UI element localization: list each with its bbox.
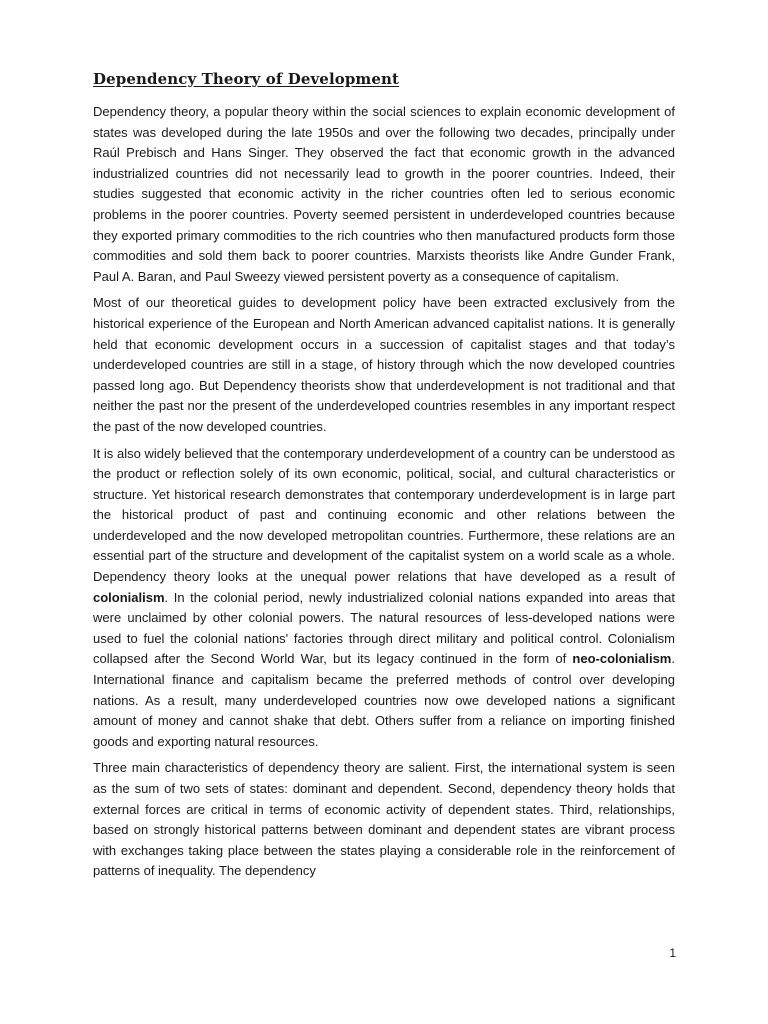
- term-neo-colonialism: neo-colonialism: [572, 651, 672, 667]
- term-colonialism: colonialism: [93, 589, 165, 605]
- paragraph-text: It is also widely believed that the contemporary underdevelopment of a country can be understood as the product or reflection solely of its own economic, political, social, and cultural characteristics or structure. Yet historical research demonstrates that contemporary underdevelopment is in large part the historical product of past and continuing economic and other relations between the underdeveloped and the now developed metropolitan countries. Furthermore, these relations are an essential part of the structure and development of the capitalist system on a world scale as a whole. Dependency theory looks at the unequal power relations that have developed as a result of: [93, 445, 675, 585]
- paragraph-contemporary-underdevelopment: [93, 444, 675, 753]
- document-body: [93, 70, 675, 888]
- paragraph-text: Most of our theoretical guides to development policy have been extracted exclusively from the historical experience of the European and North American advanced capitalist nations. It is generally held that economic development occurs in a succession of capitalist stages and that today’s underdeveloped countries are still in a stage, of history through which the now developed countries passed long ago. But Dependency theorists show that underdevelopment is not traditional and that neither the past nor the present of the underdeveloped countries resembles in any important respect the past of the now developed countries.: [93, 295, 675, 434]
- paragraph-intro: [93, 102, 675, 287]
- paragraph-text: Dependency theory, a popular theory within the social sciences to explain economic development of states was developed during the late 1950s and over the following two decades, principally under Raúl Prebisch and Hans Singer. They observed the fact that economic growth in the advanced industrialized countries did not necessarily lead to growth in the poorer countries. Indeed, their studies suggested that economic activity in the richer countries often led to serious economic problems in the poorer countries. Poverty seemed persistent in underdeveloped countries because they exported primary commodities to the rich countries who then manufactured products form those commodities and sold them back to poorer countries. Marxists theorists like Andre Gunder Frank, Paul A. Baran, and Paul Sweezy viewed persistent poverty as a consequence of capitalism.: [93, 104, 675, 284]
- document-title: Dependency Theory of Development: [93, 70, 400, 88]
- paragraph-theoretical-guides: [93, 293, 675, 437]
- paragraph-text: . International finance and capitalism became the preferred methods of control over developing nations. As a result, many underdeveloped countries now owe developed nations a significant amount of money and cannot shake that debt. Others suffer from a reliance on importing finished goods and exporting natural resources.: [93, 651, 675, 749]
- paragraph-main-characteristics: [93, 758, 675, 882]
- paragraph-text: . In the colonial period, newly industrialized colonial nations expanded into areas that were unclaimed by other colonial powers. The natural resources of less-developed nations were used to fuel the colonial nations' factories through direct military and political control. Colonialism collapsed after the Second World War, but its legacy continued in the form of: [93, 589, 675, 667]
- page-number: 1: [669, 946, 676, 960]
- paragraph-text: Three main characteristics of dependency theory are salient. First, the international system is seen as the sum of two sets of states: dominant and dependent. Second, dependency theory holds that external forces are critical in terms of economic activity of dependent states. Third, relationships, based on strongly historical patterns between dominant and dependent states are vibrant process with exchanges taking place between the states playing a considerable role in the reinforcement of patterns of inequality. The dependency: [93, 760, 675, 879]
